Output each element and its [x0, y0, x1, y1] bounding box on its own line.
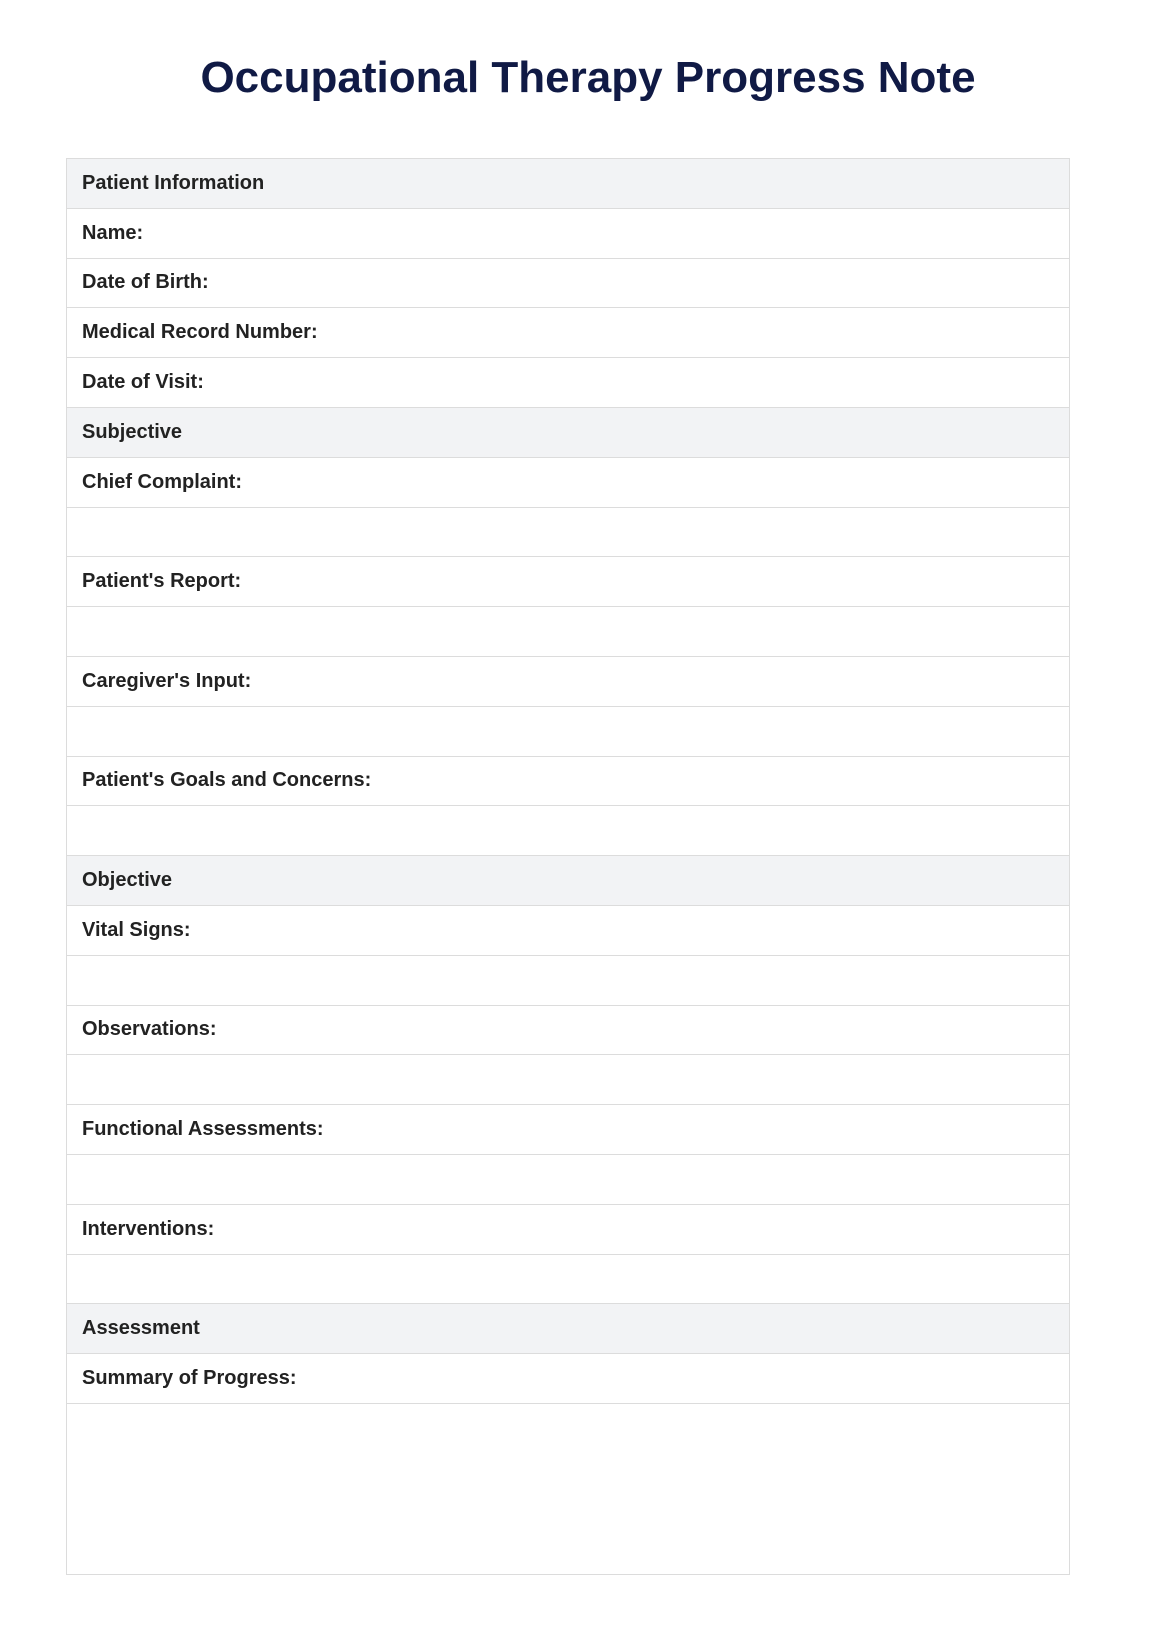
entry-area[interactable]: [67, 956, 1069, 1006]
section-header: Patient Information: [67, 159, 1069, 209]
entry-area[interactable]: [67, 1255, 1069, 1305]
page-title: Occupational Therapy Progress Note: [200, 53, 976, 102]
field-label: Chief Complaint:: [67, 458, 1069, 508]
entry-area[interactable]: [67, 607, 1069, 657]
field-label: Patient's Goals and Concerns:: [67, 757, 1069, 807]
field-label: Summary of Progress:: [67, 1354, 1069, 1404]
field-label: Date of Visit:: [67, 358, 1069, 408]
field-label: Caregiver's Input:: [67, 657, 1069, 707]
field-label: Patient's Report:: [67, 557, 1069, 607]
entry-area[interactable]: [67, 1055, 1069, 1105]
entry-area[interactable]: [67, 707, 1069, 757]
section-header: Assessment: [67, 1304, 1069, 1354]
entry-area[interactable]: [67, 1155, 1069, 1205]
progress-note-form: [66, 158, 1070, 1575]
entry-area[interactable]: [67, 508, 1069, 558]
entry-area[interactable]: [67, 1404, 1069, 1574]
field-label: Interventions:: [67, 1205, 1069, 1255]
field-label: Observations:: [67, 1006, 1069, 1056]
field-label: Date of Birth:: [67, 259, 1069, 309]
field-label: Functional Assessments:: [67, 1105, 1069, 1155]
section-header: Objective: [67, 856, 1069, 906]
section-header: Subjective: [67, 408, 1069, 458]
field-label: Vital Signs:: [67, 906, 1069, 956]
entry-area[interactable]: [67, 806, 1069, 856]
field-label: Medical Record Number:: [67, 308, 1069, 358]
field-label: Name:: [67, 209, 1069, 259]
